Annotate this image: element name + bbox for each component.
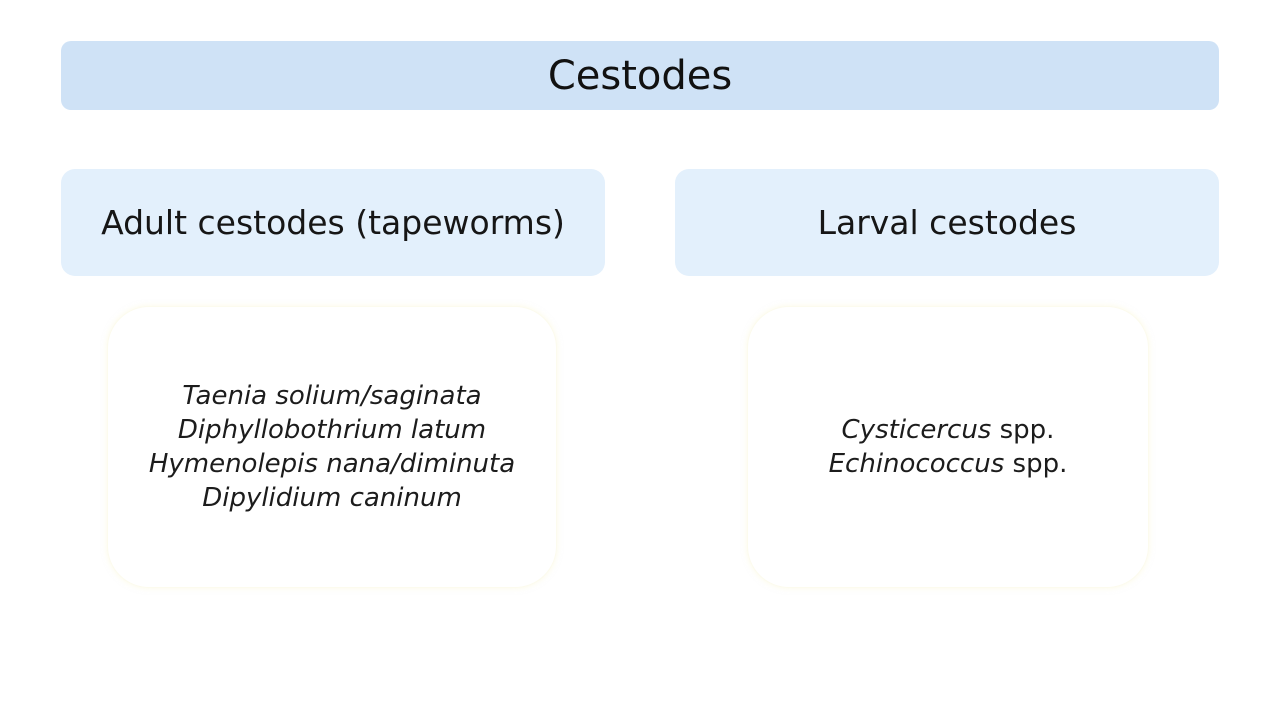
species-item: Dipylidium caninum: [202, 483, 462, 513]
genus-name: Echinococcus: [828, 449, 1005, 479]
species-item: Taenia solium/saginata: [182, 381, 482, 411]
species-item: Diphyllobothrium latum: [177, 415, 487, 445]
species-item: [842, 413, 1055, 447]
species-item: [829, 447, 1068, 481]
adult-cestodes-list: [107, 306, 557, 588]
diagram-title: Cestodes: [61, 41, 1219, 110]
species-suffix: spp.: [1004, 449, 1068, 479]
genus-name: Cysticercus: [841, 415, 992, 445]
species-suffix: spp.: [991, 415, 1055, 445]
species-item: Hymenolepis nana/diminuta: [148, 449, 516, 479]
larval-cestodes-list: [747, 306, 1149, 588]
larval-cestodes-heading: Larval cestodes: [675, 169, 1219, 276]
adult-cestodes-heading: Adult cestodes (tapeworms): [61, 169, 605, 276]
